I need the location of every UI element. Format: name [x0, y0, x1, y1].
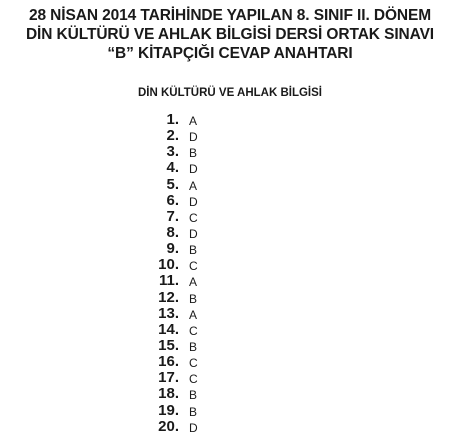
- answer-letter: C: [189, 323, 198, 338]
- answer-row: [0, 225, 460, 241]
- question-number: 1.: [166, 111, 179, 128]
- question-number: 18.: [158, 385, 179, 403]
- answer-letter: A: [189, 307, 198, 322]
- answer-row: [0, 144, 460, 160]
- answer-row: [0, 370, 460, 386]
- question-number: 3.: [166, 143, 179, 161]
- question-number: 5.: [166, 175, 179, 193]
- answer-key-list: [0, 112, 460, 435]
- answer-row: [0, 403, 460, 419]
- answer-row: [0, 128, 460, 144]
- answer-letter: B: [189, 243, 198, 258]
- question-number: 11.: [158, 272, 179, 290]
- answer-letter: C: [189, 210, 198, 225]
- answer-row: [0, 257, 460, 273]
- answer-letter: B: [189, 339, 198, 354]
- title-line-3: “B” KİTAPÇIĞI CEVAP ANAHTARI: [107, 45, 353, 62]
- title-line-2: DİN KÜLTÜRÜ VE AHLAK BİLGİSİ DERSİ ORTAK SINAVI: [25, 26, 435, 43]
- answer-letter: B: [189, 291, 198, 306]
- question-number: 13.: [158, 304, 179, 322]
- answer-row: [0, 306, 460, 322]
- answer-letter: C: [189, 356, 198, 371]
- question-number: 12.: [158, 288, 179, 306]
- answer-letter: B: [189, 404, 198, 419]
- answer-row: [0, 193, 460, 209]
- answer-letter: A: [189, 178, 198, 193]
- question-number: 10.: [158, 256, 179, 274]
- answer-row: [0, 241, 460, 257]
- answer-row: [0, 160, 460, 176]
- answer-row: [0, 209, 460, 225]
- answer-row: [0, 290, 460, 306]
- question-number: 8.: [166, 223, 179, 241]
- answer-letter: D: [189, 162, 198, 177]
- section-title: DİN KÜLTÜRÜ VE AHLAK BİLGİSİ: [138, 87, 322, 99]
- answer-row: [0, 273, 460, 289]
- answer-letter: B: [189, 146, 198, 161]
- question-number: 14.: [158, 320, 179, 338]
- answer-row: [0, 112, 460, 128]
- answer-letter: D: [189, 420, 198, 435]
- question-number: 6.: [166, 191, 179, 209]
- answer-letter: D: [189, 194, 198, 209]
- answer-row: [0, 354, 460, 370]
- answer-letter: D: [189, 226, 198, 241]
- question-number: 20.: [158, 417, 179, 435]
- question-number: 7.: [166, 207, 179, 225]
- answer-letter: A: [189, 114, 198, 128]
- question-number: 9.: [166, 240, 179, 258]
- answer-letter: C: [189, 259, 198, 274]
- answer-row: [0, 419, 460, 435]
- question-number: 15.: [158, 336, 179, 354]
- answer-letter: C: [189, 372, 198, 387]
- answer-row: [0, 338, 460, 354]
- answer-row: [0, 177, 460, 193]
- title-line-1: 28 NİSAN 2014 TARİHİNDE YAPILAN 8. SINIF II. DÖNEM: [28, 7, 432, 24]
- answer-letter: D: [189, 130, 198, 145]
- question-number: 2.: [166, 127, 179, 145]
- question-number: 4.: [166, 159, 179, 177]
- document-title: [0, 6, 460, 63]
- answer-letter: A: [189, 275, 198, 290]
- answer-letter: B: [189, 388, 198, 403]
- answer-row: [0, 322, 460, 338]
- question-number: 19.: [158, 401, 179, 419]
- answer-row: [0, 386, 460, 402]
- question-number: 17.: [158, 369, 179, 387]
- question-number: 16.: [158, 353, 179, 371]
